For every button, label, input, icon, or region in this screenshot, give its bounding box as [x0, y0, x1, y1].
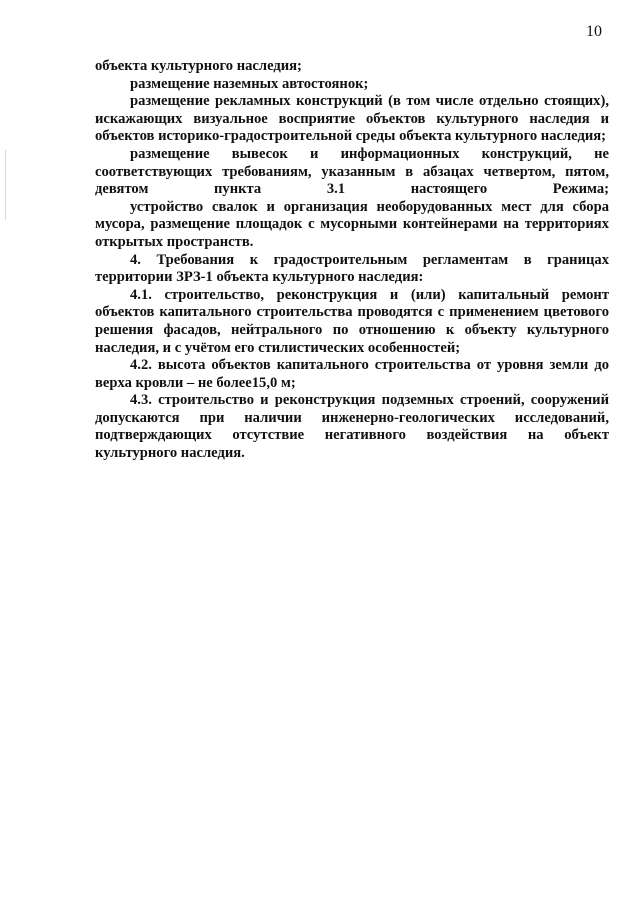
- margin-mark: [5, 150, 6, 220]
- page-number: 10: [586, 23, 602, 40]
- paragraph-9: 4.3. строительство и реконструкция подземных строений, сооружений допускаются при наличии инженерно-геологических исследований, подтверждающих отсутствие негативного воздействия на объект культурного наследия.: [95, 392, 609, 462]
- paragraph-2: размещение наземных автостоянок;: [130, 75, 369, 92]
- paragraph-6: 4. Требования к градостроительным регламентам в границах территории ЗРЗ-1 объекта культурного наследия:: [95, 251, 609, 286]
- paragraph-7: 4.1. строительство, реконструкция и (или) капитальный ремонт объектов капитального строительства проводятся с применением цветового решения фасадов, нейтрального по отношению к объекту культурного наследия, и с учётом его стилистических особенностей;: [95, 286, 609, 356]
- paragraph-1: объекта культурного наследия;: [95, 58, 302, 74]
- paragraph-8: 4.2. высота объектов капитального строительства от уровня земли до верха кровли – не более15,0 м;: [95, 357, 609, 391]
- paragraph-4: размещение вывесок и информационных конструкций, не соответствующих требованиям, указанным в абзацах четвертом, пятом, девятом пункта 3.1 настоящего Режима;: [95, 145, 609, 198]
- document-body: [95, 58, 609, 463]
- paragraph-5: устройство свалок и организация необорудованных мест для сбора мусора, размещение площадок с мусорными контейнерами на территориях открытых пространств.: [95, 198, 609, 250]
- paragraph-3: размещение рекламных конструкций (в том числе отдельно стоящих), искажающих визуальное восприятие объектов культурного наследия и объектов историко-градостроительной среды объекта культурного наследия;: [95, 93, 609, 145]
